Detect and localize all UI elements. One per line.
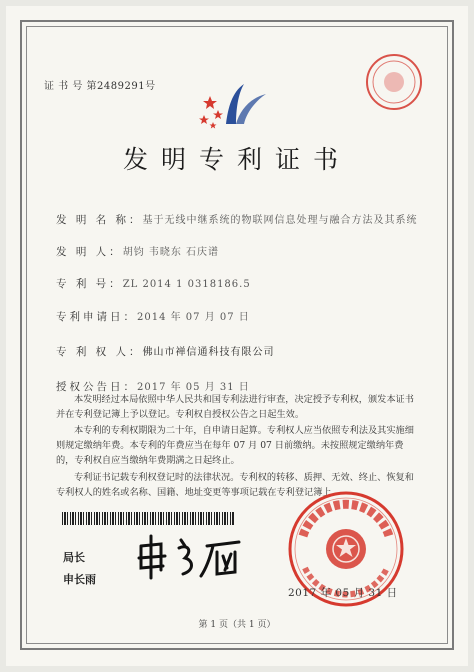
field-label: 发 明 名 称： [56, 214, 143, 226]
barcode [62, 512, 235, 525]
field-patent-number [56, 272, 251, 291]
field-application-date [56, 305, 250, 324]
handwritten-signature [135, 532, 255, 582]
paragraph-legal-status: 专利证书记载专利权登记时的法律状况。专利权的转移、质押、无效、终止、恢复和专利权人的姓名或名称、国籍、地址变更等事项记载在专利登记簿上。 [56, 472, 414, 498]
signature-title: 局长 [63, 551, 85, 564]
field-value: 佛山市禅信通科技有限公司 [142, 347, 275, 358]
field-value: 2014 年 07 月 07 日 [137, 312, 250, 323]
field-patentee [56, 340, 275, 359]
field-value: 基于无线中继系统的物联网信息处理与融合方法及其系统 [142, 215, 418, 226]
top-right-stamp [364, 52, 424, 112]
paragraph-term-and-fees: 本专利的专利权期限为二十年，自申请日起算。专利权人应当依照专利法及其实施细则规定缴纳年费。本专利的年费应当在每年 07 月 07 日前缴纳。未按照规定缴纳年费的，专利权自应当缴纳年费期满之日起终止。 [56, 425, 414, 466]
field-value: 2017 年 05 月 31 日 [137, 382, 250, 393]
field-value: 胡钧 韦晓东 石庆谱 [122, 247, 220, 258]
patent-office-emblem [196, 80, 271, 130]
seal-date: 2017 年 05 月 31 日 [288, 587, 398, 599]
page-footer: 第 1 页（共 1 页） [198, 620, 276, 630]
paragraph-grant-statement: 本发明经过本局依照中华人民共和国专利法进行审查，决定授予专利权，颁发本证书并在专利登记簿上予以登记。专利权自授权公告之日起生效。 [56, 394, 414, 420]
field-label: 专 利 号： [56, 278, 123, 290]
field-value: ZL 2014 1 0318186.5 [122, 279, 251, 290]
field-label: 授权公告日： [56, 381, 137, 393]
field-label: 专利申请日： [56, 311, 137, 323]
certificate-number: 证 书 号 第2489291号 [44, 81, 156, 92]
field-label: 发 明 人： [56, 246, 123, 258]
field-label: 专 利 权 人： [56, 346, 143, 358]
field-invention-name [56, 208, 418, 227]
page-title: 发明专利证书 [122, 145, 351, 174]
field-inventor [56, 240, 219, 259]
signature-name: 申长雨 [63, 573, 96, 586]
